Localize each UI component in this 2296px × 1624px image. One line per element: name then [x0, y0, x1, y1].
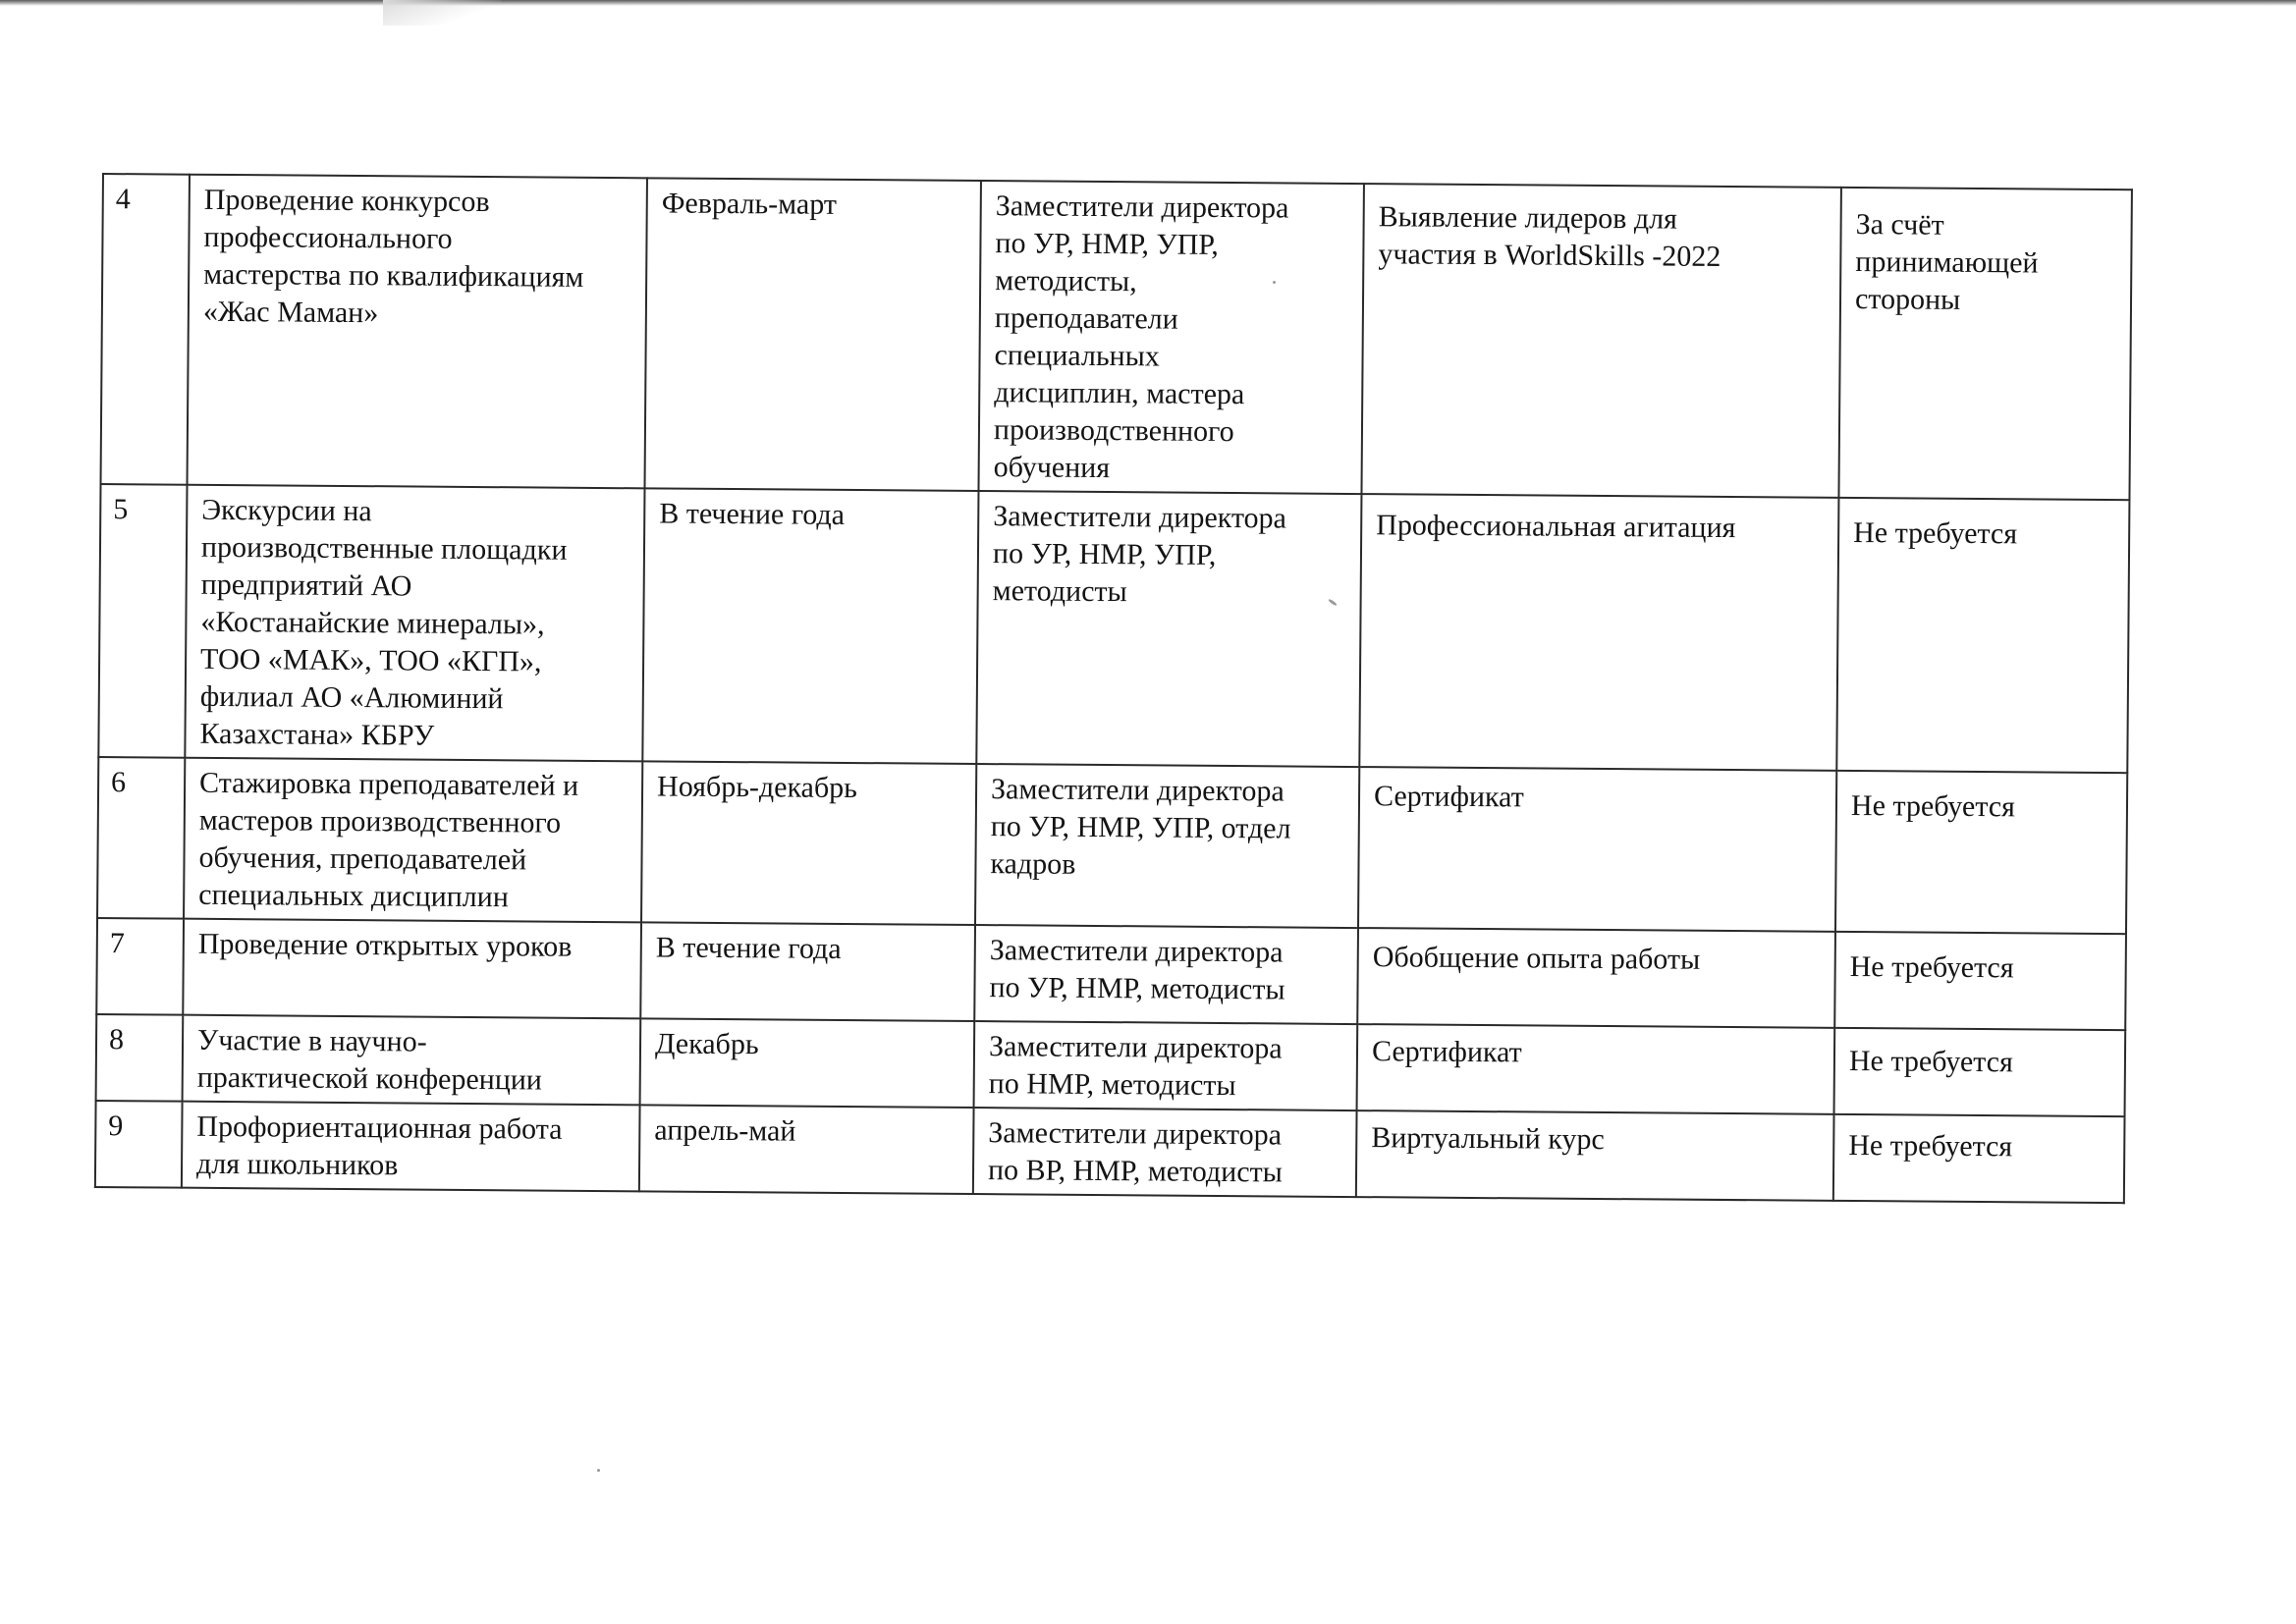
table-row — [96, 918, 2126, 1030]
date-cell: В течение года — [640, 922, 975, 1021]
row-number: 5 — [98, 484, 187, 758]
scan-speck — [597, 1469, 600, 1472]
table-row — [97, 757, 2127, 934]
funding-cell: Не требуется — [1833, 1114, 2125, 1203]
event-cell: Проведение конкурсов профессионального мастерства по квалификациям «Жас Маман» — [188, 175, 647, 489]
table-row — [95, 1101, 2125, 1203]
event-cell: Проведение открытых уроков — [183, 919, 641, 1019]
plan-table — [94, 173, 2133, 1204]
row-number: 7 — [96, 918, 184, 1015]
date-cell: апрель-май — [639, 1105, 974, 1194]
scan-top-edge — [0, 0, 2296, 6]
responsible-cell: Заместители директора по НМР, методисты — [974, 1021, 1358, 1110]
funding-cell: Не требуется — [1836, 498, 2129, 773]
event-cell: Участие в научно- практической конференции — [183, 1015, 641, 1106]
responsible-cell: Заместители директора по УР, НМР, УПР, методисты, преподаватели специальных дисциплин, мастера производственного обучения — [978, 181, 1363, 494]
date-cell: Декабрь — [640, 1018, 975, 1108]
row-number: 9 — [95, 1101, 183, 1188]
event-cell: Стажировка преподавателей и мастеров производственного обучения, преподавателей специальных дисциплин — [184, 758, 642, 923]
responsible-cell: Заместители директора по УР, НМР, УПР, отдел кадров — [975, 764, 1359, 928]
result-cell: Сертификат — [1358, 767, 1836, 932]
responsible-cell: Заместители директора по ВР, НМР, методисты — [973, 1108, 1357, 1197]
row-number: 6 — [97, 757, 185, 919]
funding-cell: Не требуется — [1834, 1028, 2126, 1116]
result-cell: Виртуальный курс — [1356, 1110, 1834, 1201]
event-cell: Профориентационная работа для школьников — [182, 1102, 640, 1192]
responsible-cell: Заместители директора по УР, НМР, УПР, методисты — [976, 491, 1361, 767]
funding-cell: Не требуется — [1835, 771, 2127, 934]
date-cell: В течение года — [642, 488, 978, 764]
event-cell: Экскурсии на производственные площадки предприятий АО «Костанайские минералы», ТОО «МАК», ТОО «КГП», филиал АО «Алюминий Казахстана» КБРУ — [185, 485, 644, 762]
responsible-cell: Заместители директора по УР, НМР, методисты — [974, 925, 1358, 1024]
result-cell: Выявление лидеров для участия в WorldSkills -2022 — [1361, 184, 1840, 498]
scan-fold-shadow — [383, 0, 501, 26]
result-cell: Обобщение опыта работы — [1357, 928, 1835, 1028]
table-row — [96, 1014, 2126, 1116]
funding-cell: За счёт принимающей стороны — [1838, 188, 2131, 500]
table-row — [101, 174, 2132, 500]
row-number: 4 — [101, 174, 190, 485]
funding-cell: Не требуется — [1834, 932, 2126, 1030]
date-cell: Ноябрь-декабрь — [641, 761, 976, 925]
date-cell: Февраль-март — [644, 178, 980, 491]
table-row — [98, 484, 2129, 773]
result-cell: Профессиональная агитация — [1359, 494, 1838, 771]
result-cell: Сертификат — [1357, 1024, 1835, 1114]
row-number: 8 — [96, 1014, 184, 1102]
scan-speck — [1273, 281, 1276, 284]
